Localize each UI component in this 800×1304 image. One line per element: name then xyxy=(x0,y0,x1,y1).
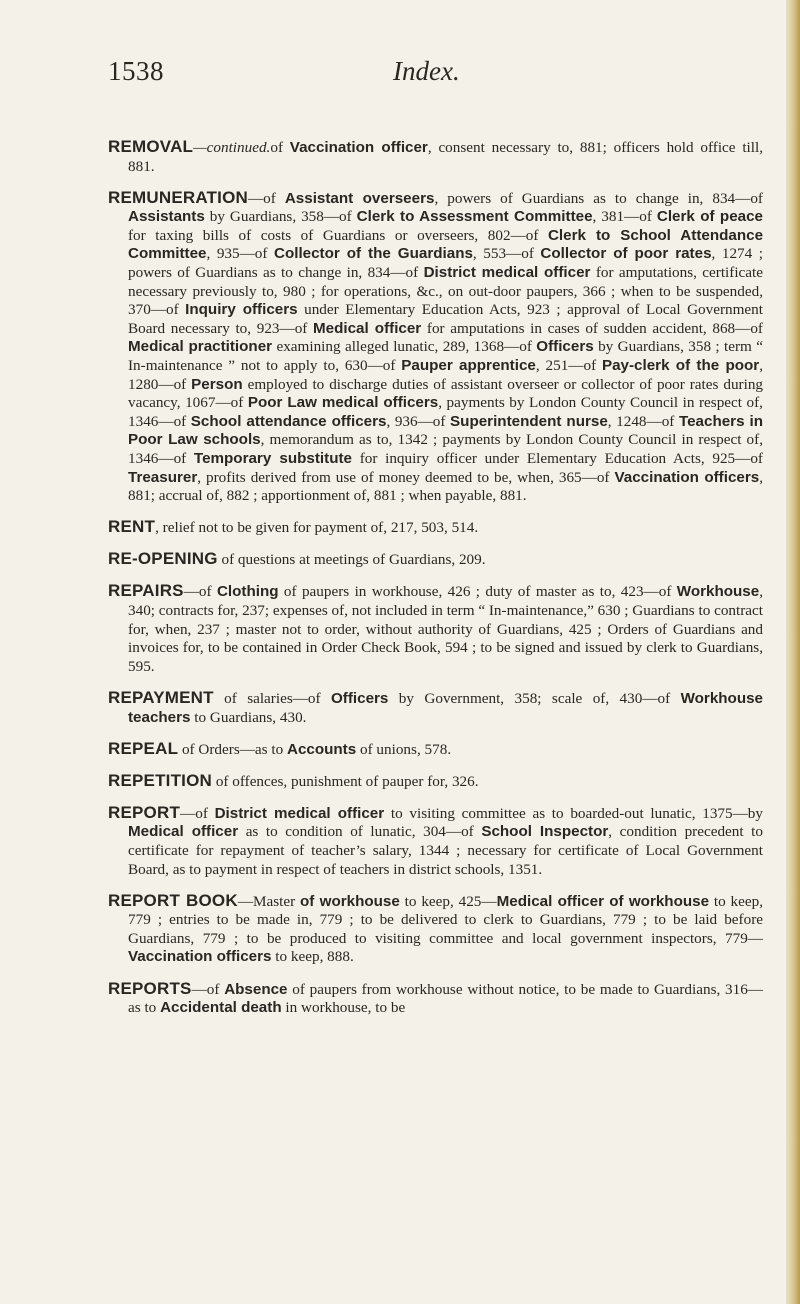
entry-keyword: Vaccination officers xyxy=(614,468,760,486)
entry-keyword: Temporary substitute xyxy=(193,450,352,467)
entry-text: under Elementary Education Acts, 923 ; approval of Local Government Board necessary to, 923—of xyxy=(128,301,763,337)
entry-text: , 1248—of xyxy=(607,412,679,430)
entry-text: , 251—of xyxy=(535,357,602,375)
entry-text: of paupers in workhouse, 426 ; duty of master as to, 423—of xyxy=(278,583,677,601)
entry-keyword: Pauper apprentice xyxy=(401,357,536,375)
entry-headword: RENT xyxy=(108,517,156,537)
entry-keyword: Absence xyxy=(224,980,288,998)
entry-text: to keep, 779 ; entries to be made in, 779 ; to be delivered to clerk to Guardians, 779 ; to be laid before Guardians, 779 ; to be produced to visiting committee and local government inspectors, 779— xyxy=(128,892,763,947)
index-entry xyxy=(108,772,763,792)
entry-headword: REMOVAL xyxy=(108,137,194,156)
index-entry xyxy=(108,138,763,176)
index-entry xyxy=(108,582,763,676)
index-entry xyxy=(108,804,763,879)
index-entry xyxy=(108,689,763,727)
entry-text: for amputations in cases of sudden accident, 868—of xyxy=(421,319,763,337)
entry-text: by Guardians, 358—of xyxy=(204,208,357,226)
entry-text: of unions, 578. xyxy=(356,740,452,758)
entry-keyword: District medical officer xyxy=(214,804,385,822)
entry-text: to Guardians, 430. xyxy=(190,708,307,726)
index-entries xyxy=(108,138,763,1018)
entry-text: , 381—of xyxy=(592,208,657,226)
page-number: 1538 xyxy=(108,56,164,86)
entry-text: for taxing bills of costs of Guardians or overseers, 802—of xyxy=(128,226,548,244)
entry-continued-label: —continued. xyxy=(193,139,271,156)
entry-keyword: Inquiry officers xyxy=(185,301,298,319)
entry-text: , relief not to be given for payment of, 217, 503, 514. xyxy=(155,519,479,537)
entry-text: to keep, 888. xyxy=(271,948,354,966)
entry-keyword: School Inspector xyxy=(481,823,609,841)
page-edge xyxy=(786,0,800,1304)
index-entry xyxy=(108,980,763,1018)
entry-keyword: Vaccination officer xyxy=(289,139,428,156)
entry-text: —of xyxy=(247,189,285,207)
entry-keyword: Accounts xyxy=(286,740,357,758)
entry-text: , powers of Guardians as to change in, 834—of xyxy=(434,189,763,207)
entry-keyword: Clerk to Assessment Committee xyxy=(356,208,593,226)
index-entry xyxy=(108,550,763,570)
entry-headword: REMUNERATION xyxy=(108,187,248,207)
entry-keyword: Medical officer xyxy=(313,319,422,337)
entry-text: to keep, 425— xyxy=(399,892,497,910)
index-entry xyxy=(108,892,763,967)
entry-text: , 935—of xyxy=(206,245,274,263)
entry-headword: RE-OPENING xyxy=(108,549,218,569)
entry-text: , memorandum as to, 1342 ; payments by London County Council in respect of, 1346—of xyxy=(128,431,763,467)
entry-text: for inquiry officer under Elementary Education Acts, 925—of xyxy=(351,450,763,467)
entry-text: for amputations, certificate necessary previously to, 980 ; for operations, &c., on out-door paupers, 366 ; when to be suspended, 370—of xyxy=(128,264,763,319)
entry-text: of questions at meetings of Guardians, 209. xyxy=(217,551,486,569)
entry-keyword: Officers xyxy=(536,338,594,356)
entry-keyword: of workhouse xyxy=(300,892,400,910)
entry-text: , payments by London County Council in respect of, 1346—of xyxy=(128,394,763,430)
entry-keyword: Treasurer xyxy=(128,468,198,486)
entry-text: by Guardians, 358 ; term “ In-maintenance ” not to apply to, 630—of xyxy=(128,338,763,375)
entry-headword: REPORTS xyxy=(108,978,192,998)
entry-keyword: Superintendent nurse xyxy=(450,412,608,430)
entry-text: , 936—of xyxy=(386,412,451,430)
entry-keyword: Medical practitioner xyxy=(128,338,273,356)
entry-headword: REPORT xyxy=(108,802,181,822)
entry-keyword: Person xyxy=(191,375,243,393)
entry-keyword: Teachers in Poor Law schools xyxy=(128,412,764,449)
entry-text: , profits derived from use of money deemed to be, when, 365—of xyxy=(197,468,615,486)
entry-text: —of xyxy=(191,980,225,998)
entry-text: , 881; accrual of, 882 ; apportionment of, 881 ; when payable, 881. xyxy=(128,468,763,505)
entry-text: of paupers from workhouse without notice, to be made to Guardians, 316—as to xyxy=(128,980,763,1017)
entry-headword: REPAIRS xyxy=(108,581,184,601)
entry-keyword: Medical officer of workhouse xyxy=(496,892,710,910)
entry-keyword: Collector of poor rates xyxy=(540,245,712,263)
index-entry xyxy=(108,740,763,760)
entry-text: of salaries—of xyxy=(213,689,331,707)
entry-keyword: Clerk of peace xyxy=(656,208,763,226)
entry-text: —of xyxy=(183,583,217,601)
page-title: Index. xyxy=(393,56,460,86)
index-page xyxy=(108,0,763,1030)
entry-keyword: Accidental death xyxy=(160,999,282,1017)
entry-keyword: Clothing xyxy=(216,583,279,601)
index-entry xyxy=(108,189,763,506)
entry-headword: REPETITION xyxy=(108,770,213,790)
entry-keyword: Workhouse xyxy=(676,583,760,601)
entry-keyword: Assistants xyxy=(128,208,205,226)
entry-keyword: School attendance officers xyxy=(190,412,387,430)
entry-headword: REPAYMENT xyxy=(108,687,214,707)
entry-text: examining alleged lunatic, 289, 1368—of xyxy=(272,338,537,356)
entry-keyword: Assistant overseers xyxy=(284,189,435,207)
entry-text: of Orders—as to xyxy=(178,740,287,758)
entry-keyword: Vaccination officers xyxy=(128,948,272,966)
entry-text: employed to discharge duties of assistant overseer or collector of poor rates during vacancy, 1067—of xyxy=(128,375,764,412)
index-entry xyxy=(108,518,763,538)
entry-text: , 340; contracts for, 237; expenses of, not included in term “ In-maintenance,” 630 ; Guardians to contract for, when, 237 ; master not to order, without authority of Guardians, 425 ; Orders of Guardians and invoices for, to be contained in Order Check Book, 594 ; to be signed and issued by clerk to Guardians, 595. xyxy=(128,583,763,675)
entry-text: , consent necessary to, 881; officers hold office till, 881. xyxy=(128,139,763,175)
entry-headword: REPORT BOOK xyxy=(108,890,238,910)
entry-keyword: Workhouse teachers xyxy=(128,689,763,726)
entry-text: in workhouse, to be xyxy=(281,999,406,1017)
entry-text: , 553—of xyxy=(472,245,541,263)
entry-text: of xyxy=(270,139,290,156)
entry-text: by Government, 358; scale of, 430—of xyxy=(388,689,681,707)
entry-keyword: Collector of the Guardians xyxy=(273,245,473,263)
entry-text: as to condition of lunatic, 304—of xyxy=(238,823,482,841)
running-head xyxy=(108,56,763,102)
entry-headword: REPEAL xyxy=(108,738,179,758)
entry-keyword: Poor Law medical officers xyxy=(247,394,439,412)
entry-text: , 1280—of xyxy=(128,357,763,393)
entry-text: of offences, punishment of pauper for, 326. xyxy=(212,772,479,790)
entry-text: to visiting committee as to boarded-out lunatic, 1375—by xyxy=(384,804,763,822)
entry-keyword: Medical officer xyxy=(128,823,239,841)
entry-keyword: District medical officer xyxy=(423,264,591,282)
entry-text: , condition precedent to certificate for repayment of teacher’s salary, 1344 ; necessary for certificate of Local Government Board, as to payment in respect of teachers in district schools, 1351. xyxy=(128,823,763,878)
entry-text: —Master xyxy=(237,892,301,910)
entry-keyword: Pay-clerk of the poor xyxy=(601,357,760,375)
entry-keyword: Officers xyxy=(330,689,389,707)
entry-keyword: Clerk to School Attendance Committee xyxy=(128,226,764,263)
entry-text: —of xyxy=(180,804,215,822)
entry-text: , 1274 ; powers of Guardians as to change in, 834—of xyxy=(128,245,763,282)
